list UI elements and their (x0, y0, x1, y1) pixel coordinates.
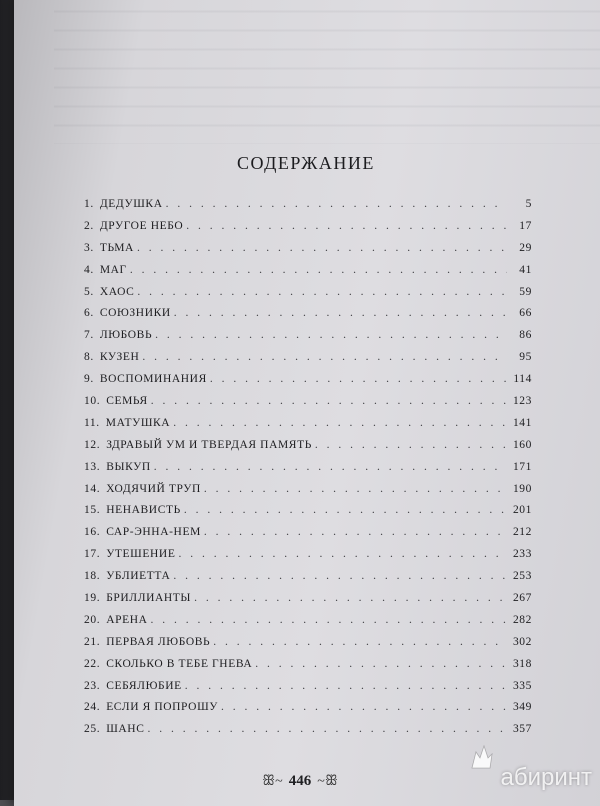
entry-page-number: 171 (512, 460, 532, 473)
dot-leader (174, 307, 507, 319)
entry-title: СОЮЗНИКИ (99, 307, 171, 320)
entry-page-number: 253 (512, 570, 532, 583)
table-of-contents (84, 198, 532, 745)
entry-title: САР-ЭННА-НЕМ (106, 526, 201, 539)
entry-title: ДРУГОЕ НЕБО (99, 219, 184, 232)
entry-number: 9. (84, 373, 94, 386)
dot-leader (151, 614, 507, 626)
toc-entry (84, 220, 532, 242)
dot-leader (255, 658, 507, 670)
entry-number: 4. (84, 263, 94, 276)
entry-title: ХАОС (99, 285, 135, 298)
entry-page-number: 5 (525, 198, 532, 210)
toc-entry (84, 680, 532, 702)
entry-title: ВЫКУП (106, 460, 151, 473)
dot-leader (154, 461, 507, 473)
entry-page-number: 29 (519, 241, 532, 254)
entry-number: 1. (84, 198, 94, 210)
entry-title: ХОДЯЧИЙ ТРУП (106, 482, 201, 495)
dot-leader (204, 483, 507, 495)
dot-leader (151, 395, 507, 407)
entry-number: 6. (84, 307, 94, 320)
toc-entry (84, 329, 532, 351)
entry-title: УБЛИЕТТА (106, 570, 171, 583)
toc-entry (84, 658, 532, 680)
entry-title: СЕМЬЯ (106, 395, 148, 408)
entry-title: ПЕРВАЯ ЛЮБОВЬ (106, 635, 211, 648)
entry-page-number: 123 (512, 395, 532, 408)
entry-page-number: 201 (512, 504, 532, 517)
toc-entry (84, 570, 532, 592)
entry-page-number: 349 (512, 701, 532, 714)
entry-page-number: 86 (519, 329, 532, 342)
dot-leader (173, 570, 507, 582)
entry-page-number: 357 (512, 723, 532, 736)
dot-leader (210, 373, 507, 385)
entry-page-number: 141 (512, 416, 532, 429)
entry-page-number: 114 (513, 373, 532, 386)
entry-page-number: 302 (512, 635, 532, 648)
entry-title: ЛЮБОВЬ (99, 329, 153, 342)
entry-number: 2. (84, 219, 94, 232)
entry-number: 18. (84, 570, 101, 583)
entry-number: 23. (84, 679, 101, 692)
dot-leader (178, 548, 507, 560)
page-title: СОДЕРЖАНИЕ (237, 153, 375, 173)
toc-entry (84, 417, 532, 439)
entry-page-number: 233 (512, 548, 532, 561)
entry-title: МАГ (99, 263, 127, 276)
entry-title: ШАНС (106, 723, 145, 736)
entry-number: 13. (84, 460, 101, 473)
toc-entry (84, 526, 532, 548)
entry-number: 11. (84, 416, 100, 429)
toc-entry (84, 701, 532, 723)
entry-number: 17. (84, 548, 101, 561)
toc-entry (84, 483, 532, 505)
entry-number: 8. (84, 351, 94, 364)
dot-leader (155, 329, 507, 341)
entry-number: 14. (84, 482, 101, 495)
right-ornament-icon: ~ꕥ (317, 774, 338, 789)
entry-page-number: 318 (512, 657, 532, 670)
entry-title: КУЗЕН (99, 351, 140, 364)
entry-page-number: 190 (512, 482, 532, 495)
left-ornament-icon: ꕥ~ (262, 774, 283, 789)
toc-entry (84, 286, 532, 308)
entry-title: МАТУШКА (105, 416, 171, 429)
entry-page-number: 95 (519, 351, 532, 364)
dot-leader (142, 351, 507, 363)
dot-leader (204, 526, 507, 538)
labirint-logo-icon (466, 742, 496, 772)
show-through-text (54, 0, 600, 144)
toc-entry (84, 198, 532, 220)
toc-entry (84, 504, 532, 526)
entry-page-number: 41 (519, 263, 532, 276)
entry-title: СЕБЯЛЮБИЕ (106, 679, 182, 692)
dot-leader (173, 417, 507, 429)
entry-title: АРЕНА (106, 613, 148, 626)
toc-entry (84, 307, 532, 329)
entry-number: 19. (84, 592, 101, 605)
toc-entry (84, 439, 532, 461)
dot-leader (137, 286, 507, 298)
toc-entry (84, 264, 532, 286)
entry-page-number: 267 (512, 592, 532, 605)
entry-title: НЕНАВИСТЬ (106, 504, 181, 517)
toc-entry (84, 461, 532, 483)
page-number: 446 (288, 773, 312, 789)
entry-title: ДЕДУШКА (99, 198, 163, 210)
entry-page-number: 17 (519, 219, 532, 232)
dot-leader (185, 680, 507, 692)
entry-number: 21. (84, 635, 101, 648)
entry-title: ВОСПОМИНАНИЯ (99, 373, 207, 386)
entry-page-number: 212 (512, 526, 532, 539)
entry-title: УТЕШЕНИЕ (106, 548, 176, 561)
entry-number: 22. (84, 657, 101, 670)
toc-entry (84, 614, 532, 636)
watermark-text: абиринт (500, 764, 592, 791)
toc-entry (84, 351, 532, 373)
toc-entry (84, 242, 532, 264)
entry-page-number: 66 (519, 307, 532, 320)
dot-leader (221, 701, 507, 713)
entry-title: ЕСЛИ Я ПОПРОШУ (106, 701, 219, 714)
toc-entry (84, 592, 532, 614)
entry-number: 15. (84, 504, 101, 517)
dot-leader (130, 264, 507, 276)
toc-entry (84, 373, 532, 395)
toc-entry (84, 723, 532, 745)
entry-title: ЗДРАВЫЙ УМ И ТВЕРДАЯ ПАМЯТЬ (106, 438, 312, 451)
dot-leader (315, 439, 507, 451)
entry-number: 20. (84, 613, 101, 626)
entry-page-number: 59 (519, 285, 532, 298)
dot-leader (184, 504, 507, 516)
entry-title: СКОЛЬКО В ТЕБЕ ГНЕВА (106, 657, 253, 670)
entry-number: 16. (84, 526, 101, 539)
dot-leader (194, 592, 507, 604)
entry-title: ТЬМА (99, 241, 134, 254)
entry-page-number: 335 (512, 679, 532, 692)
entry-title: БРИЛЛИАНТЫ (106, 592, 192, 605)
entry-number: 12. (84, 438, 101, 451)
dot-leader (186, 220, 507, 232)
dot-leader (137, 242, 507, 254)
entry-number: 25. (84, 723, 101, 736)
toc-entry (84, 395, 532, 417)
dot-leader (213, 636, 507, 648)
toc-entry (84, 548, 532, 570)
dot-leader (166, 198, 507, 210)
entry-number: 3. (84, 241, 94, 254)
toc-entry (84, 636, 532, 658)
entry-number: 7. (84, 329, 94, 342)
entry-number: 24. (84, 701, 101, 714)
entry-page-number: 160 (512, 438, 532, 451)
entry-page-number: 282 (512, 613, 532, 626)
dot-leader (147, 723, 507, 735)
entry-number: 10. (84, 395, 101, 408)
entry-number: 5. (84, 285, 94, 298)
